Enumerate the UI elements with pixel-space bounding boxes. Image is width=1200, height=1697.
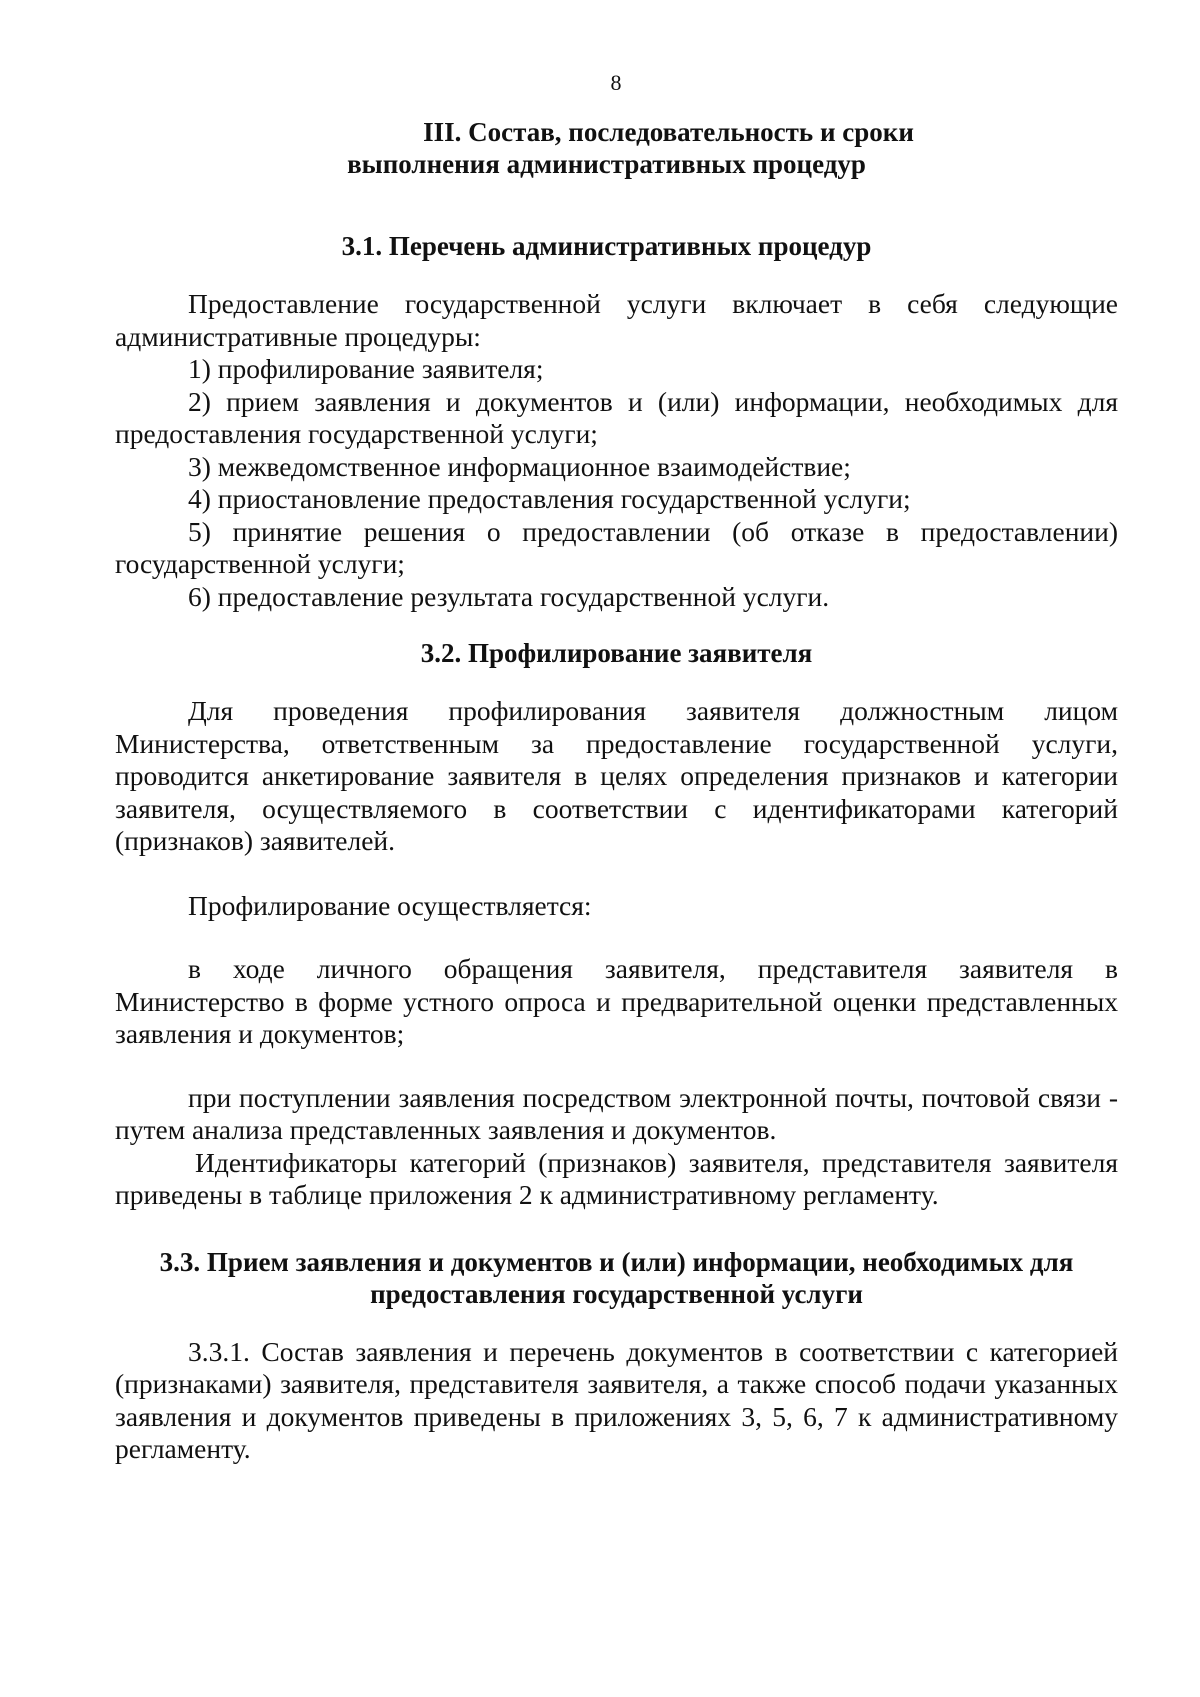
procedure-item-2: 2) прием заявления и документов и (или) информации, необходимых для предоставления государственной услуги; [115, 385, 1118, 449]
section-3-2-paragraph-3: в ходе личного обращения заявителя, представителя заявителя в Министерство в форме устного опроса и предварительной оценки представленных заявления и документов; [115, 953, 1118, 1049]
chapter-title-line-1: III. Состав, последовательность и сроки [423, 117, 914, 147]
section-3-1-body [115, 288, 1118, 613]
chapter-title-line-2: выполнения административных процедур [347, 149, 866, 179]
section-3-3-paragraph-1: 3.3.1. Состав заявления и перечень документов в соответствии с категорией (признаками) заявителя, представителя заявителя, а также способ подачи указанных заявления и документов приведены в приложениях 3, 5, 6, 7 к административному регламенту. [115, 1335, 1118, 1464]
procedure-item-1: 1) профилирование заявителя; [188, 353, 544, 384]
page-number: 8 [610, 70, 622, 95]
section-3-3-title-line-1: 3.3. Прием заявления и документов и (или) информации, необходимых для [159, 1246, 1074, 1277]
chapter-title [115, 116, 1118, 180]
section-3-1-intro: Предоставление государственной услуги включает в себя следующие административные процедуры: [115, 288, 1118, 352]
section-3-2-title: 3.2. Профилирование заявителя [420, 638, 813, 668]
section-3-3-title-line-2: предоставления государственной услуги [370, 1278, 863, 1309]
section-3-3-title [115, 1246, 1118, 1310]
section-3-2-paragraph-2: Профилирование осуществляется: [188, 889, 592, 921]
procedure-item-5: 5) принятие решения о предоставлении (об отказе в предоставлении) государственной услуги; [115, 515, 1118, 579]
procedure-item-3: 3) межведомственное информационное взаимодействие; [188, 450, 851, 482]
procedure-item-4: 4) приостановление предоставления государственной услуги; [188, 483, 911, 514]
document-body [115, 116, 1118, 1466]
section-3-1-title: 3.1. Перечень административных процедур [341, 231, 872, 261]
procedure-item-6: 6) предоставление результата государственной услуги. [188, 580, 830, 612]
section-3-2-paragraph-1: Для проведения профилирования заявителя должностным лицом Министерства, ответственным за предоставление государственной услуги, проводится анкетирование заявителя в целях определения признаков и категории заявителя, осуществляемого в соответствии с идентификаторами категорий (признаков) заявителей. [115, 695, 1118, 856]
section-3-2-paragraph-5: Идентификаторы категорий (признаков) заявителя, представителя заявителя приведены в таблице приложения 2 к административному регламенту. [115, 1146, 1118, 1210]
section-3-2-paragraph-4: при поступлении заявления посредством электронной почты, почтовой связи - путем анализа представленных заявления и документов. [115, 1081, 1118, 1145]
